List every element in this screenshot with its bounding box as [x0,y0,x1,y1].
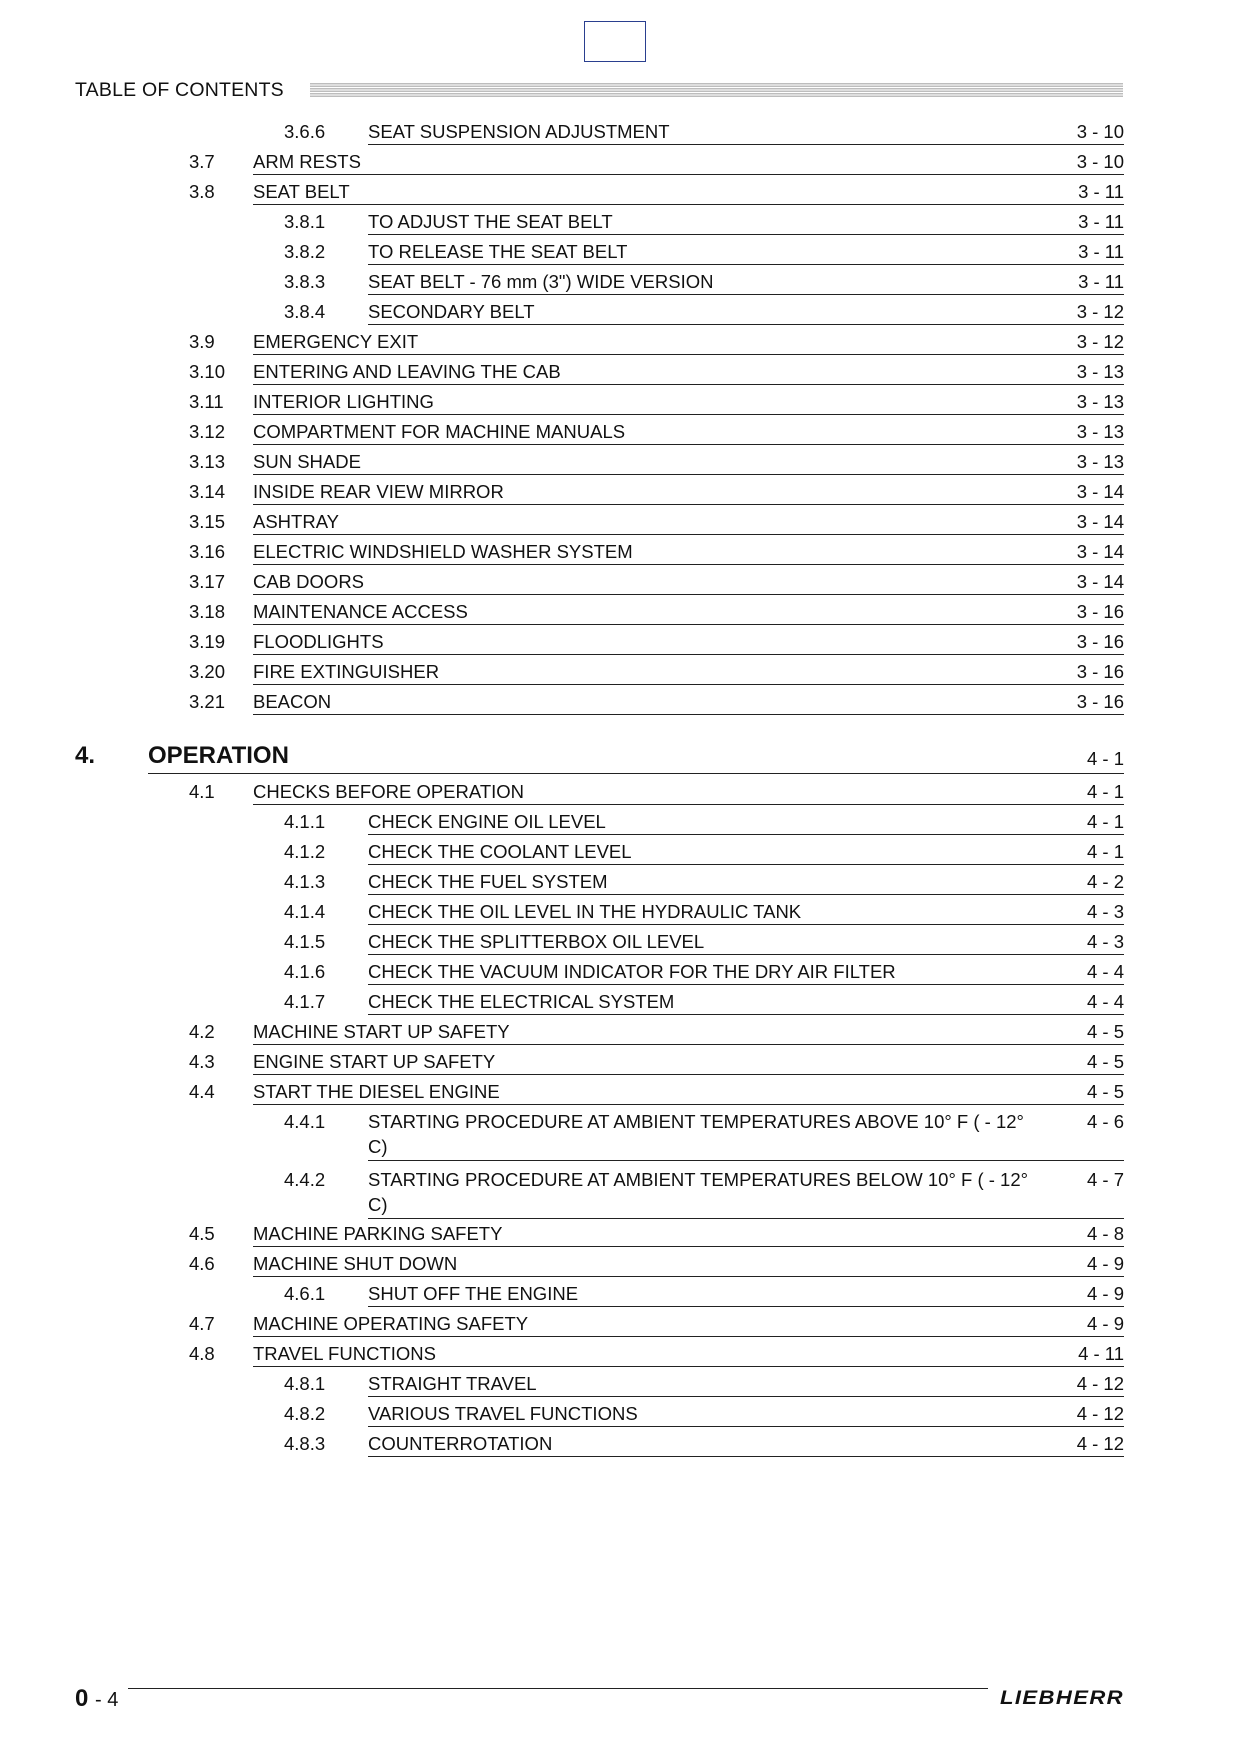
toc-entry [0,899,1124,929]
toc-entry-page: 3 - 14 [1076,571,1124,592]
toc-entry-title: BEACON [253,691,332,712]
toc-entry-number: 3.8.2 [284,241,326,262]
toc-entry-title: EMERGENCY EXIT [253,331,419,352]
toc-entry-number: 3.21 [189,691,226,712]
toc-entry-page: 3 - 10 [1076,121,1124,142]
toc-entry-page: 3 - 11 [1078,211,1124,232]
toc-entry-title: CHECK THE OIL LEVEL IN THE HYDRAULIC TANK [368,901,802,922]
toc-entry-number: 3.13 [189,451,226,472]
toc-entry-page: 3 - 13 [1076,391,1124,412]
toc-entry-title: MAINTENANCE ACCESS [253,601,468,622]
toc-entry-number: 3.12 [189,421,226,442]
toc-entry-page: 3 - 10 [1076,151,1124,172]
toc-entry [0,329,1124,359]
toc-entry-number: 4.2 [189,1021,215,1042]
toc-entry [0,1311,1124,1341]
toc-entry-page: 4 - 3 [1086,931,1124,952]
toc-entry-rule [368,1396,1124,1397]
toc-entry-page: 3 - 11 [1078,241,1124,262]
toc-entry-number: 3.8 [189,181,215,202]
toc-entry-rule [253,444,1124,445]
toc-entry-title: MACHINE START UP SAFETY [253,1021,510,1042]
toc-entry-page: 3 - 16 [1076,661,1124,682]
toc-entry-page: 3 - 13 [1076,421,1124,442]
toc-entry-title: SUN SHADE [253,451,361,472]
toc-entry-number: 4. [75,742,96,769]
toc-entry-page: 3 - 11 [1078,271,1124,292]
toc-entry-page: 4 - 3 [1086,901,1124,922]
toc-entry-number: 4.1.3 [284,871,326,892]
toc-entry-title: COUNTERROTATION [368,1433,553,1454]
toc-entry-title: START THE DIESEL ENGINE [253,1081,500,1102]
toc-entry [0,569,1124,599]
toc-entry [0,689,1124,719]
toc-entry-page: 3 - 14 [1076,541,1124,562]
top-frame-box [584,21,646,62]
toc-entry-rule [253,354,1124,355]
toc-entry-number: 4.1 [189,781,215,802]
header-decorative-bar [310,83,1123,97]
toc-entry-rule [368,954,1124,955]
toc-entry-rule [253,414,1124,415]
toc-entry [0,149,1124,179]
toc-entry [0,629,1124,659]
toc-entry-number: 4.1.7 [284,991,326,1012]
toc-entry-title: SEAT BELT - 76 mm (3") WIDE VERSION [368,271,714,292]
toc-entry-rule [368,1218,1124,1219]
toc-entry-page: 3 - 11 [1078,181,1124,202]
toc-entry-page: 4 - 9 [1086,1313,1124,1334]
toc-entry-rule [253,174,1124,175]
toc-entry-number: 4.6.1 [284,1283,326,1304]
toc-entry-rule [368,864,1124,865]
toc-entry [0,1401,1124,1431]
toc-entry [0,839,1124,869]
toc-entry-title: MACHINE OPERATING SAFETY [253,1313,529,1334]
toc-entry-rule [368,1014,1124,1015]
toc-entry-title: CHECK THE SPLITTERBOX OIL LEVEL [368,931,705,952]
toc-entry-page: 4 - 12 [1076,1373,1124,1394]
toc-entry-title: ASHTRAY [253,511,340,532]
toc-entry [0,659,1124,689]
footer-page: - 4 [95,1689,119,1711]
toc-entry-title: OPERATION [148,742,289,769]
toc-entry-rule [253,384,1124,385]
toc-entry-number: 4.8.3 [284,1433,326,1454]
toc-entry-number: 4.1.4 [284,901,326,922]
toc-entry-rule [368,234,1124,235]
logo-text: LIEBHERR [1000,1688,1124,1708]
toc-entry-number: 3.18 [189,601,226,622]
toc-entry-number: 3.7 [189,151,215,172]
toc-entry [0,1251,1124,1281]
toc-entry [0,1371,1124,1401]
toc-entry-page: 3 - 16 [1076,631,1124,652]
toc-entry-number: 4.6 [189,1253,215,1274]
toc-entry-rule [253,1104,1124,1105]
toc-entry-number: 4.4 [189,1081,215,1102]
toc-entry [0,929,1124,959]
toc-entry [0,742,1124,775]
toc-entry-title: ENTERING AND LEAVING THE CAB [253,361,561,382]
toc-entry-title: CHECK THE FUEL SYSTEM [368,871,608,892]
toc-entry [0,869,1124,899]
toc-entry-page: 4 - 9 [1086,1283,1124,1304]
toc-entry-title: SEAT BELT [253,181,350,202]
toc-entry-page: 4 - 12 [1076,1433,1124,1454]
toc-entry-number: 3.19 [189,631,226,652]
toc-entry-page: 4 - 1 [1086,781,1124,802]
page-header-title: TABLE OF CONTENTS [75,79,284,101]
toc-entry-title: STRAIGHT TRAVEL [368,1373,537,1394]
toc-entry-number: 4.8.2 [284,1403,326,1424]
toc-entry [0,269,1124,299]
toc-entry-title: FLOODLIGHTS [253,631,384,652]
toc-entry-page: 4 - 1 [1086,841,1124,862]
toc-entry-title: SEAT SUSPENSION ADJUSTMENT [368,121,670,142]
liebherr-logo [998,1686,1126,1708]
toc-entry [0,299,1124,329]
toc-entry-page: 4 - 4 [1086,991,1124,1012]
toc-entry-page: 3 - 12 [1076,301,1124,322]
toc-entry-title: ELECTRIC WINDSHIELD WASHER SYSTEM [253,541,633,562]
toc-entry-title: FIRE EXTINGUISHER [253,661,440,682]
toc-entry [0,959,1124,989]
toc-entry-number: 4.1.2 [284,841,326,862]
toc-entry-number: 3.8.1 [284,211,326,232]
toc-entry-page: 3 - 16 [1076,691,1124,712]
toc-entry-title: TO ADJUST THE SEAT BELT [368,211,613,232]
toc-entry [0,239,1124,269]
toc-entry-title: SHUT OFF THE ENGINE [368,1283,579,1304]
toc-entry-title: STARTING PROCEDURE AT AMBIENT TEMPERATURES BELOW 10° F ( - 12° C) [368,1169,1029,1215]
toc-entry [0,209,1124,239]
toc-entry-page: 4 - 7 [1086,1169,1124,1190]
toc-entry [0,539,1124,569]
toc-entry-rule [253,714,1124,715]
toc-entry [0,1109,1124,1157]
toc-entry [0,1167,1124,1215]
toc-entry-page: 4 - 12 [1076,1403,1124,1424]
toc-entry-number: 3.20 [189,661,226,682]
toc-entry-rule [253,1336,1124,1337]
toc-entry-rule [368,1456,1124,1457]
toc-entry-page: 4 - 6 [1086,1111,1124,1132]
toc-entry-rule [253,684,1124,685]
toc-entry-rule [253,1074,1124,1075]
toc-entry [0,1431,1124,1461]
toc-entry [0,1221,1124,1251]
toc-entry-page: 4 - 8 [1086,1223,1124,1244]
toc-entry [0,119,1124,149]
toc-entry-title: CHECK ENGINE OIL LEVEL [368,811,606,832]
toc-entry-page: 3 - 16 [1076,601,1124,622]
toc-entry [0,449,1124,479]
toc-entry-number: 4.4.1 [284,1111,326,1132]
toc-entry-number: 3.9 [189,331,215,352]
toc-entry-page: 4 - 9 [1086,1253,1124,1274]
toc-entry-rule [253,204,1124,205]
toc-entry-rule [253,594,1124,595]
toc-entry-page: 4 - 5 [1086,1021,1124,1042]
toc-entry-title: INTERIOR LIGHTING [253,391,434,412]
toc-entry [0,479,1124,509]
footer-chapter: 0 [75,1685,89,1712]
toc-entry [0,1341,1124,1371]
toc-entry-rule [253,1246,1124,1247]
toc-entry-rule [253,1276,1124,1277]
toc-entry-page: 3 - 12 [1076,331,1124,352]
toc-entry [0,509,1124,539]
toc-entry-rule [253,1044,1124,1045]
toc-entry-number: 3.6.6 [284,121,326,142]
toc-entry-rule [368,144,1124,145]
toc-entry [0,419,1124,449]
toc-entry-number: 3.16 [189,541,226,562]
toc-entry-title: INSIDE REAR VIEW MIRROR [253,481,504,502]
toc-entry-rule [148,773,1124,774]
toc-entry-title: ENGINE START UP SAFETY [253,1051,496,1072]
toc-entry-title: TO RELEASE THE SEAT BELT [368,241,628,262]
toc-entry-number: 4.1.1 [284,811,326,832]
toc-entry-number: 4.3 [189,1051,215,1072]
toc-entry-rule [368,924,1124,925]
toc-entry [0,779,1124,809]
toc-entry-number: 4.1.5 [284,931,326,952]
toc-entry-number: 4.8.1 [284,1373,326,1394]
toc-entry-number: 3.15 [189,511,226,532]
toc-entry-rule [368,324,1124,325]
toc-entry-rule [253,804,1124,805]
toc-entry-title: CHECK THE COOLANT LEVEL [368,841,632,862]
toc-entry-page: 4 - 1 [1086,748,1124,769]
toc-entry [0,989,1124,1019]
toc-entry [0,1019,1124,1049]
toc-entry-number: 3.8.3 [284,271,326,292]
toc-entry-title: CHECKS BEFORE OPERATION [253,781,525,802]
toc-entry-title: MACHINE PARKING SAFETY [253,1223,503,1244]
toc-entry-page: 4 - 5 [1086,1051,1124,1072]
toc-entry-number: 4.7 [189,1313,215,1334]
toc-entry-title: COMPARTMENT FOR MACHINE MANUALS [253,421,626,442]
toc-entry-page: 3 - 14 [1076,511,1124,532]
toc-entry-rule [253,654,1124,655]
toc-entry-rule [368,1426,1124,1427]
toc-entry-rule [253,504,1124,505]
toc-entry-page: 4 - 5 [1086,1081,1124,1102]
toc-entry [0,1079,1124,1109]
toc-entry-number: 4.5 [189,1223,215,1244]
toc-entry-number: 3.10 [189,361,226,382]
toc-entry-title: CHECK THE ELECTRICAL SYSTEM [368,991,675,1012]
toc-entry [0,1281,1124,1311]
toc-entry-number: 4.4.2 [284,1169,326,1190]
toc-entry-number: 3.11 [189,391,224,412]
toc-entry-page: 4 - 4 [1086,961,1124,982]
toc-entry-rule [368,984,1124,985]
toc-entry-number: 4.8 [189,1343,215,1364]
toc-entry-page: 3 - 13 [1076,451,1124,472]
toc-entry-page: 3 - 14 [1076,481,1124,502]
toc-entry-number: 3.14 [189,481,226,502]
footer-rule [128,1688,988,1689]
toc-entry [0,599,1124,629]
toc-entry-rule [253,624,1124,625]
toc-entry-title: MACHINE SHUT DOWN [253,1253,458,1274]
toc-entry-rule [368,834,1124,835]
toc-entry-title: CAB DOORS [253,571,365,592]
footer-page-number [75,1685,118,1713]
toc-entry [0,389,1124,419]
toc-entry-rule [253,534,1124,535]
toc-entry-number: 3.17 [189,571,226,592]
toc-entry-page: 4 - 2 [1086,871,1124,892]
toc-entry-number: 3.8.4 [284,301,326,322]
toc-entry-title: CHECK THE VACUUM INDICATOR FOR THE DRY AIR FILTER [368,961,896,982]
toc-entry-rule [253,1366,1124,1367]
toc-entry-rule [253,564,1124,565]
toc-entry-rule [368,264,1124,265]
toc-entry-rule [253,474,1124,475]
toc-entry-title: STARTING PROCEDURE AT AMBIENT TEMPERATURES ABOVE 10° F ( - 12° C) [368,1111,1024,1157]
toc-entry-page: 3 - 13 [1076,361,1124,382]
toc-entry-rule [368,894,1124,895]
toc-entry-rule [368,1160,1124,1161]
toc-entry-title: ARM RESTS [253,151,361,172]
toc-entry-page: 4 - 11 [1078,1343,1124,1364]
toc-entry [0,359,1124,389]
toc-entry [0,809,1124,839]
toc-entry [0,179,1124,209]
toc-entry-title: VARIOUS TRAVEL FUNCTIONS [368,1403,638,1424]
toc-entry-title: SECONDARY BELT [368,301,535,322]
toc-entry-title: TRAVEL FUNCTIONS [253,1343,436,1364]
toc-entry-number: 4.1.6 [284,961,326,982]
toc-entry-rule [368,294,1124,295]
toc-entry-page: 4 - 1 [1086,811,1124,832]
toc-entry-rule [368,1306,1124,1307]
toc-entry [0,1049,1124,1079]
